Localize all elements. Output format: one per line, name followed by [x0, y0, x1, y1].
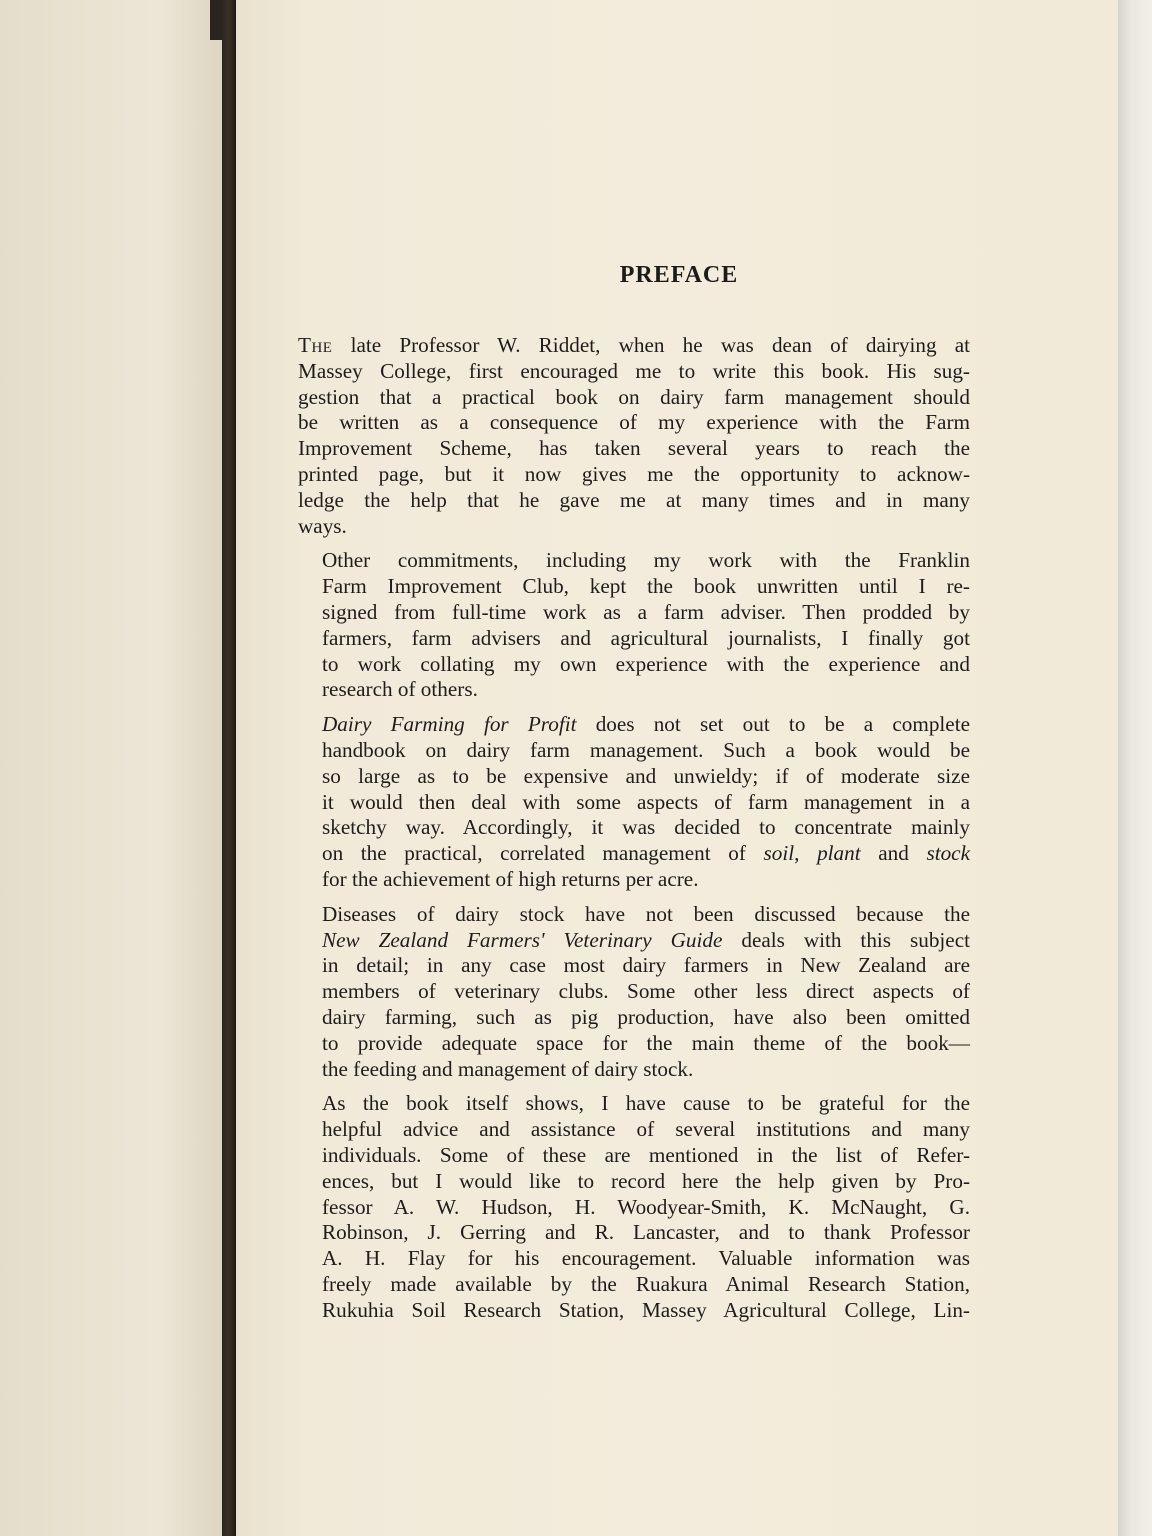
text-line: Improvement Scheme, has taken several years to reach the — [298, 436, 970, 461]
text-line: Diseases of dairy stock have not been discussed because the — [322, 901, 970, 926]
text-line-rest: deals with this subject — [722, 927, 970, 952]
text-line: fessor A. W. Hudson, H. Woodyear-Smith, K. McNaught, G. — [322, 1194, 970, 1219]
text-line: helpful advice and assistance of several institutions and many — [322, 1117, 970, 1142]
text-line: so large as to be expensive and unwieldy; if of moderate size — [322, 763, 970, 788]
paragraph-5 — [298, 1091, 970, 1323]
text-line-rest: does not set out to be a complete — [576, 712, 971, 737]
text-line: printed page, but it now gives me the opportunity to acknow- — [298, 461, 970, 486]
drop-word: The — [298, 333, 333, 357]
left-page — [0, 0, 226, 1536]
text-line — [298, 928, 970, 954]
text-line: to provide adequate space for the main theme of the book— — [322, 1030, 970, 1055]
text-line: dairy farming, such as pig production, have also been omitted — [322, 1004, 970, 1029]
page-heading: PREFACE — [619, 262, 739, 288]
book-title: Dairy Farming for Profit — [322, 712, 577, 737]
book-cover-edge — [222, 0, 236, 1536]
text-line: Other commitments, including my work with the Franklin — [322, 548, 970, 573]
text-line — [298, 712, 970, 738]
text-line: research of others. — [322, 677, 478, 702]
text-line: to work collating my own experience with the experience and — [322, 651, 970, 676]
text-line: for the achievement of high returns per acre. — [322, 866, 699, 891]
text-line-rest: late Professor W. Riddet, when he was dean of dairying at — [332, 333, 970, 357]
text-line: freely made available by the Ruakura Animal Research Station, — [322, 1271, 970, 1296]
italic-word: soil — [763, 841, 795, 866]
text-line: the feeding and management of dairy stock. — [322, 1056, 694, 1081]
italic-word: plant — [817, 841, 861, 866]
text-line: ledge the help that he gave me at many times and in many — [298, 487, 970, 512]
text-line: ences, but I would like to record here the help given by Pro- — [322, 1168, 970, 1193]
text-line: A. H. Flay for his encouragement. Valuable information was — [322, 1246, 970, 1271]
text-line: in detail; in any case most dairy farmers in New Zealand are — [322, 953, 970, 978]
preface-text — [298, 333, 970, 1332]
text-line: ways. — [298, 513, 347, 538]
page-edge-shadow — [1118, 0, 1152, 1536]
text-line: on the practical, correlated management of soil, plant and stock — [322, 841, 970, 866]
text-line: farmers, farm advisers and agricultural journalists, I finally got — [322, 625, 970, 650]
text-line: it would then deal with some aspects of farm management in a — [322, 789, 970, 814]
text-line: handbook on dairy farm management. Such a book would be — [322, 737, 970, 762]
text-line: Rukuhia Soil Research Station, Massey Agricultural College, Lin- — [322, 1297, 970, 1322]
italic-word: stock — [926, 841, 970, 866]
paragraph-3 — [298, 712, 970, 893]
text-line: Massey College, first encouraged me to write this book. His sug- — [298, 358, 970, 383]
text-line — [298, 333, 970, 359]
guide-title: New Zealand Farmers' Veterinary Guide — [322, 927, 723, 952]
text-line: gestion that a practical book on dairy farm management should — [298, 384, 970, 409]
paragraph-4 — [298, 902, 970, 1083]
text-line: Farm Improvement Club, kept the book unwritten until I re- — [322, 574, 970, 599]
text-line: As the book itself shows, I have cause to be grateful for the — [322, 1091, 970, 1116]
text-line: Robinson, J. Gerring and R. Lancaster, and to thank Professor — [322, 1220, 970, 1245]
text-line: be written as a consequence of my experience with the Farm — [298, 410, 970, 435]
text-line: members of veterinary clubs. Some other less direct aspects of — [322, 979, 970, 1004]
text-line: individuals. Some of these are mentioned in the list of Refer- — [322, 1142, 970, 1167]
text-line: sketchy way. Accordingly, it was decided to concentrate mainly — [322, 815, 970, 840]
paragraph-2 — [298, 548, 970, 703]
text-line: signed from full-time work as a farm adviser. Then prodded by — [322, 599, 970, 624]
paragraph-1 — [298, 333, 970, 539]
